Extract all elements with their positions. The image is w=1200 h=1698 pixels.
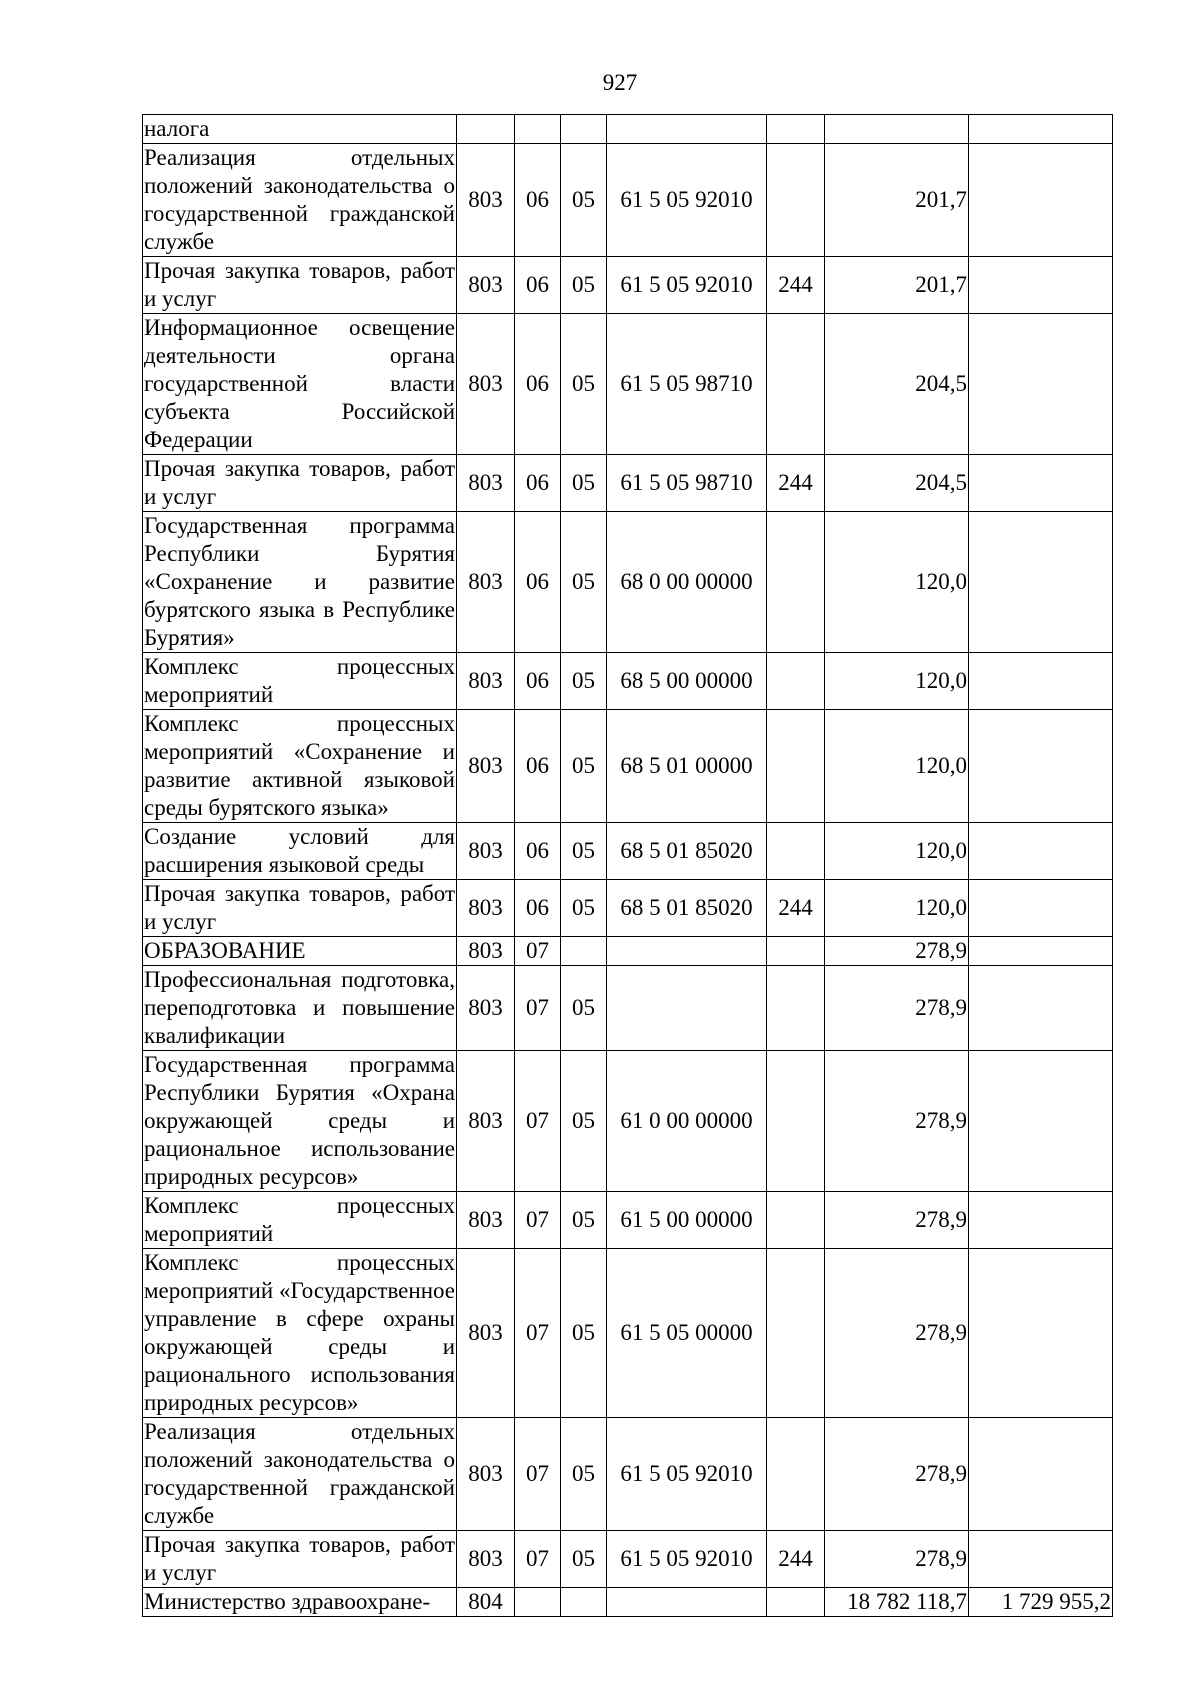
amount-subvention-cell <box>969 880 1113 937</box>
department-code-cell: 803 <box>457 937 515 966</box>
amount-cell <box>825 115 969 144</box>
department-code-cell: 803 <box>457 1531 515 1588</box>
section-code-cell: 07 <box>515 937 561 966</box>
expense-type-cell <box>767 966 825 1051</box>
section-code-cell: 06 <box>515 314 561 455</box>
amount-subvention-cell <box>969 823 1113 880</box>
subsection-code-cell: 05 <box>561 966 607 1051</box>
table-row <box>143 512 1113 653</box>
target-article-cell: 61 5 05 92010 <box>607 144 767 257</box>
subsection-code-cell: 05 <box>561 314 607 455</box>
target-article-cell: 61 5 05 92010 <box>607 1531 767 1588</box>
item-name-cell: Комплекс процессных мероприятий <box>143 653 457 710</box>
expense-type-cell <box>767 1249 825 1418</box>
amount-subvention-cell <box>969 1249 1113 1418</box>
expense-type-cell <box>767 1418 825 1531</box>
amount-cell: 120,0 <box>825 823 969 880</box>
amount-cell: 120,0 <box>825 653 969 710</box>
table-row <box>143 1192 1113 1249</box>
subsection-code-cell: 05 <box>561 880 607 937</box>
section-code-cell: 06 <box>515 144 561 257</box>
department-code-cell: 803 <box>457 314 515 455</box>
item-name-cell: Прочая закупка товаров, работ и услуг <box>143 455 457 512</box>
amount-subvention-cell <box>969 1051 1113 1192</box>
target-article-cell: 61 5 00 00000 <box>607 1192 767 1249</box>
department-code-cell: 803 <box>457 512 515 653</box>
table-row <box>143 115 1113 144</box>
department-code-cell: 803 <box>457 653 515 710</box>
amount-subvention-cell <box>969 455 1113 512</box>
subsection-code-cell <box>561 937 607 966</box>
amount-cell: 201,7 <box>825 257 969 314</box>
table-row <box>143 937 1113 966</box>
department-code-cell: 803 <box>457 455 515 512</box>
table-row <box>143 880 1113 937</box>
department-code-cell: 803 <box>457 257 515 314</box>
table-row <box>143 314 1113 455</box>
amount-cell: 278,9 <box>825 1531 969 1588</box>
amount-subvention-cell <box>969 710 1113 823</box>
item-name-cell: Министерство здравоохране- <box>143 1588 457 1617</box>
amount-cell: 278,9 <box>825 937 969 966</box>
budget-table <box>142 114 1113 1617</box>
target-article-cell <box>607 115 767 144</box>
amount-cell: 278,9 <box>825 966 969 1051</box>
department-code-cell: 803 <box>457 144 515 257</box>
department-code-cell: 804 <box>457 1588 515 1617</box>
item-name-cell: Реализация отдельных положений законодательства о государственной гражданской службе <box>143 144 457 257</box>
section-code-cell: 07 <box>515 1192 561 1249</box>
table-row <box>143 257 1113 314</box>
amount-cell: 278,9 <box>825 1249 969 1418</box>
item-name-cell: Государственная программа Республики Бурятия «Сохранение и развитие бурятского языка в Республике Бурятия» <box>143 512 457 653</box>
table-row <box>143 966 1113 1051</box>
subsection-code-cell: 05 <box>561 653 607 710</box>
amount-cell: 278,9 <box>825 1418 969 1531</box>
page-number: 927 <box>602 70 638 95</box>
subsection-code-cell: 05 <box>561 1051 607 1192</box>
subsection-code-cell: 05 <box>561 1531 607 1588</box>
table-row <box>143 1588 1113 1617</box>
item-name-cell: Прочая закупка товаров, работ и услуг <box>143 880 457 937</box>
item-name-cell: Реализация отдельных положений законодательства о государственной гражданской службе <box>143 1418 457 1531</box>
expense-type-cell <box>767 115 825 144</box>
subsection-code-cell <box>561 1588 607 1617</box>
target-article-cell: 61 5 05 98710 <box>607 455 767 512</box>
target-article-cell: 61 5 05 00000 <box>607 1249 767 1418</box>
section-code-cell: 06 <box>515 512 561 653</box>
section-code-cell: 06 <box>515 710 561 823</box>
amount-subvention-cell: 1 729 955,2 <box>969 1588 1113 1617</box>
section-code-cell <box>515 115 561 144</box>
amount-subvention-cell <box>969 1418 1113 1531</box>
amount-subvention-cell <box>969 653 1113 710</box>
amount-subvention-cell <box>969 512 1113 653</box>
table-row <box>143 1249 1113 1418</box>
department-code-cell: 803 <box>457 1051 515 1192</box>
expense-type-cell <box>767 1588 825 1617</box>
expense-type-cell <box>767 1192 825 1249</box>
expense-type-cell: 244 <box>767 880 825 937</box>
expense-type-cell <box>767 823 825 880</box>
department-code-cell: 803 <box>457 710 515 823</box>
item-name-cell: Профессиональная подготовка, переподготовка и повышение квалификации <box>143 966 457 1051</box>
target-article-cell: 68 5 01 00000 <box>607 710 767 823</box>
amount-cell: 120,0 <box>825 880 969 937</box>
table-row <box>143 1531 1113 1588</box>
target-article-cell <box>607 1588 767 1617</box>
subsection-code-cell: 05 <box>561 144 607 257</box>
target-article-cell: 61 5 05 92010 <box>607 1418 767 1531</box>
table-row <box>143 823 1113 880</box>
expense-type-cell <box>767 937 825 966</box>
amount-cell: 278,9 <box>825 1051 969 1192</box>
amount-subvention-cell <box>969 937 1113 966</box>
item-name-cell: Комплекс процессных мероприятий «Государственное управление в сфере охраны окружающей среды и рационального использования природных ресурсов» <box>143 1249 457 1418</box>
department-code-cell: 803 <box>457 966 515 1051</box>
target-article-cell: 61 5 05 98710 <box>607 314 767 455</box>
table-row <box>143 1051 1113 1192</box>
target-article-cell: 68 5 01 85020 <box>607 880 767 937</box>
subsection-code-cell: 05 <box>561 512 607 653</box>
amount-cell: 204,5 <box>825 455 969 512</box>
subsection-code-cell: 05 <box>561 1418 607 1531</box>
expense-type-cell <box>767 653 825 710</box>
subsection-code-cell: 05 <box>561 1249 607 1418</box>
budget-table-body <box>143 115 1113 1617</box>
item-name-cell: Комплекс процессных мероприятий «Сохранение и развитие активной языковой среды бурятского языка» <box>143 710 457 823</box>
expense-type-cell <box>767 314 825 455</box>
amount-subvention-cell <box>969 314 1113 455</box>
section-code-cell: 06 <box>515 653 561 710</box>
expense-type-cell: 244 <box>767 1531 825 1588</box>
table-row <box>143 653 1113 710</box>
department-code-cell <box>457 115 515 144</box>
section-code-cell: 07 <box>515 1418 561 1531</box>
subsection-code-cell: 05 <box>561 257 607 314</box>
amount-subvention-cell <box>969 144 1113 257</box>
amount-cell: 120,0 <box>825 512 969 653</box>
section-code-cell: 07 <box>515 1051 561 1192</box>
section-code-cell: 07 <box>515 1249 561 1418</box>
expense-type-cell <box>767 710 825 823</box>
section-code-cell: 06 <box>515 823 561 880</box>
amount-cell: 278,9 <box>825 1192 969 1249</box>
amount-subvention-cell <box>969 1531 1113 1588</box>
target-article-cell <box>607 966 767 1051</box>
department-code-cell: 803 <box>457 1418 515 1531</box>
subsection-code-cell: 05 <box>561 823 607 880</box>
amount-subvention-cell <box>969 1192 1113 1249</box>
target-article-cell: 68 5 01 85020 <box>607 823 767 880</box>
department-code-cell: 803 <box>457 1249 515 1418</box>
amount-subvention-cell <box>969 115 1113 144</box>
item-name-cell: Прочая закупка товаров, работ и услуг <box>143 257 457 314</box>
target-article-cell: 61 5 05 92010 <box>607 257 767 314</box>
item-name-cell: ОБРАЗОВАНИЕ <box>143 937 457 966</box>
expense-type-cell: 244 <box>767 455 825 512</box>
expense-type-cell <box>767 512 825 653</box>
section-code-cell: 06 <box>515 257 561 314</box>
item-name-cell: Государственная программа Республики Бурятия «Охрана окружающей среды и рациональное использование природных ресурсов» <box>143 1051 457 1192</box>
target-article-cell: 68 5 00 00000 <box>607 653 767 710</box>
item-name-cell: налога <box>143 115 457 144</box>
section-code-cell <box>515 1588 561 1617</box>
amount-subvention-cell <box>969 966 1113 1051</box>
section-code-cell: 06 <box>515 880 561 937</box>
subsection-code-cell: 05 <box>561 710 607 823</box>
subsection-code-cell <box>561 115 607 144</box>
amount-cell: 201,7 <box>825 144 969 257</box>
subsection-code-cell: 05 <box>561 455 607 512</box>
item-name-cell: Прочая закупка товаров, работ и услуг <box>143 1531 457 1588</box>
expense-type-cell: 244 <box>767 257 825 314</box>
table-row <box>143 1418 1113 1531</box>
target-article-cell: 68 0 00 00000 <box>607 512 767 653</box>
section-code-cell: 06 <box>515 455 561 512</box>
department-code-cell: 803 <box>457 823 515 880</box>
table-row <box>143 144 1113 257</box>
department-code-cell: 803 <box>457 1192 515 1249</box>
amount-cell: 18 782 118,7 <box>825 1588 969 1617</box>
department-code-cell: 803 <box>457 880 515 937</box>
amount-subvention-cell <box>969 257 1113 314</box>
expense-type-cell <box>767 144 825 257</box>
item-name-cell: Создание условий для расширения языковой среды <box>143 823 457 880</box>
target-article-cell <box>607 937 767 966</box>
amount-cell: 204,5 <box>825 314 969 455</box>
target-article-cell: 61 0 00 00000 <box>607 1051 767 1192</box>
table-row <box>143 710 1113 823</box>
table-row <box>143 455 1113 512</box>
amount-cell: 120,0 <box>825 710 969 823</box>
subsection-code-cell: 05 <box>561 1192 607 1249</box>
section-code-cell: 07 <box>515 1531 561 1588</box>
section-code-cell: 07 <box>515 966 561 1051</box>
item-name-cell: Информационное освещение деятельности органа государственной власти субъекта Российской Федерации <box>143 314 457 455</box>
expense-type-cell <box>767 1051 825 1192</box>
item-name-cell: Комплекс процессных мероприятий <box>143 1192 457 1249</box>
